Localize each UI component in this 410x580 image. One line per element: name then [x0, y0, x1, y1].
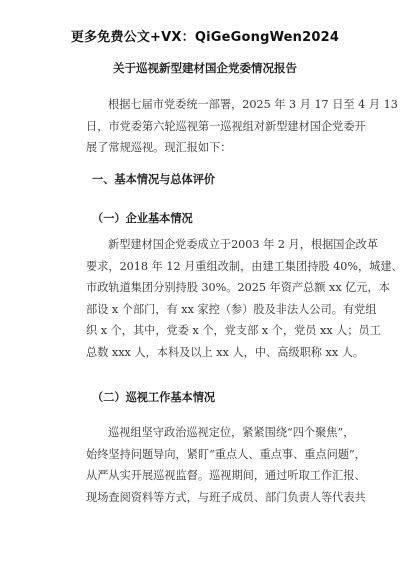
inspection-work-line: 现场查阅资料等方式，与班子成员、部门负责人等代表共 [86, 490, 366, 504]
company-info-line: 织 x 个，其中，党委 x 个，党支部 x 个，党员 xx 人；员工 [86, 324, 381, 337]
company-info-line: 市政轨道集团分别持股 30%。2025 年资产总额 xx 亿元，本 [86, 281, 390, 294]
inspection-work-line: 始终坚持问题导向，紧盯“重点人、重点事、重点问题”， [86, 447, 366, 461]
intro-line: 日，市党委第六轮巡视第一巡视组对新型建材国企党委开 [86, 119, 366, 133]
company-info-line: 新型建材国企党委成立于2003 年 2 月，根据国企改革 [108, 238, 379, 251]
company-info-line: 总数 xxx 人，本科及以上 xx 人，中、高级职称 xx 人。 [86, 345, 365, 359]
section-heading-basic-info: 一、基本情况与总体评价 [92, 172, 216, 186]
subsection-heading-inspection-work: （二）巡视工作基本情况 [92, 390, 216, 404]
inspection-work-line: 巡视组坚守政治巡视定位，紧紧围绕“四个聚焦”， [108, 426, 355, 439]
intro-line: 根据七届市党委统一部署，2025 年 3 月 17 日至 4 月 13 [108, 98, 398, 111]
document-title: 关于巡视新型建材国企党委情况报告 [113, 61, 297, 75]
intro-line: 展了常规巡视。现汇报如下： [86, 141, 232, 154]
company-info-line: 要求，2018 年 12 月重组改制，由建工集团持股 40%，城建、 [86, 259, 403, 273]
company-info-paragraph [86, 234, 403, 363]
inspection-work-line: 从严从实开展巡视监督。巡视期间，通过听取工作汇报、 [86, 469, 366, 482]
inspection-work-paragraph [86, 422, 366, 508]
intro-paragraph [86, 94, 398, 159]
header-watermark-text: 更多免费公文+VX：QiGeGongWen2024 [70, 30, 340, 45]
company-info-line: 部设 x 个部门，有 xx 家控（参）股及非法人公司。有党组 [86, 302, 377, 316]
subsection-heading-company-info: （一）企业基本情况 [92, 211, 193, 225]
